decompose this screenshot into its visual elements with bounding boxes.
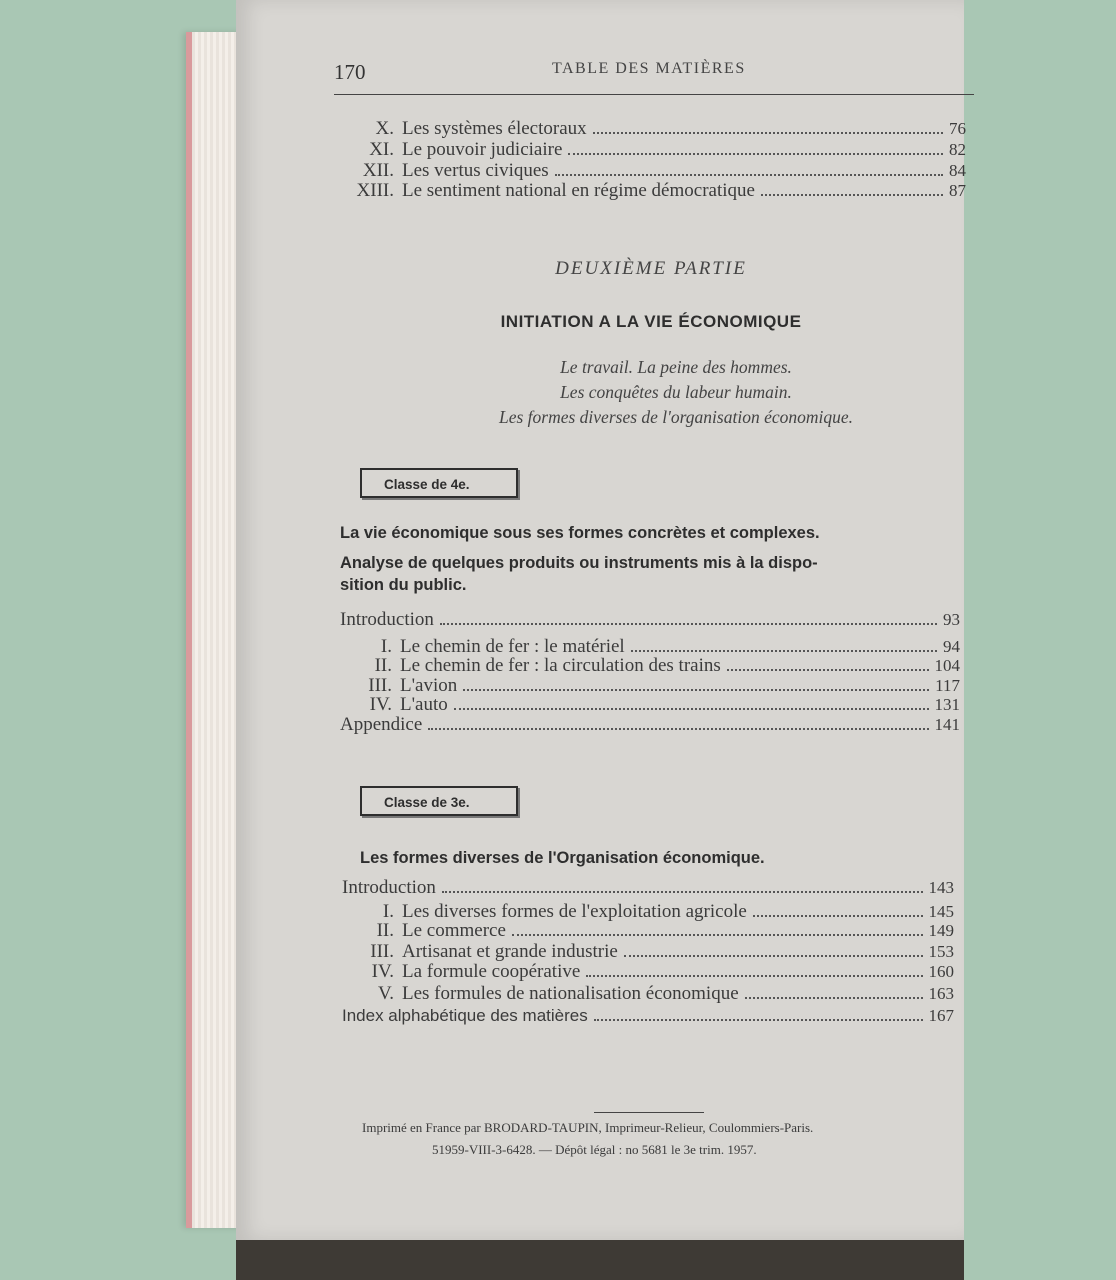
toc-entry-page: 131: [934, 695, 960, 714]
leader-dots: [631, 637, 937, 652]
leader-dots: [624, 942, 923, 957]
toc-entry-page: 82: [949, 140, 966, 159]
leader-dots: [593, 119, 943, 134]
part-title: INITIATION A LA VIE ÉCONOMIQUE: [500, 312, 802, 331]
toc-entry-number: V.: [377, 983, 394, 1004]
toc-entry: [340, 694, 960, 716]
toc-entry-title: La formule coopérative: [402, 961, 581, 982]
toc-entry-number: IV.: [369, 694, 392, 715]
toc-entry-title: Le chemin de fer : le matériel: [400, 636, 625, 657]
leader-dots: [555, 161, 943, 176]
toc-entry-number: XI.: [369, 139, 394, 160]
toc-entry: [334, 180, 966, 202]
toc-entry-number: III.: [368, 675, 392, 696]
toc-entry: [342, 920, 954, 942]
toc-entry-title: Les formules de nationalisation économique: [402, 983, 739, 1004]
toc-entry: [342, 983, 954, 1005]
toc-entry-page: 141: [934, 715, 960, 734]
legal-deposit: 51959-VIII-3-6428. — Dépôt légal : no 5681 le 3e trim. 1957.: [432, 1142, 757, 1157]
toc-entry-title: Index alphabétique des matières: [342, 1006, 588, 1026]
toc-entry-number: X.: [375, 118, 394, 139]
toc-entry: [342, 941, 954, 963]
toc-entry-title: Les diverses formes de l'exploitation agricole: [402, 901, 747, 922]
toc-entry-index: [342, 1006, 954, 1026]
leader-dots: [463, 676, 929, 691]
toc-entry-page: 94: [943, 637, 960, 656]
section-heading: Analyse de quelques produits ou instruments mis à la dispo-: [340, 554, 818, 572]
toc-entry-title: Les systèmes électoraux: [402, 118, 587, 139]
toc-entry-page: 143: [928, 878, 954, 897]
toc-entry-number: II.: [374, 655, 392, 676]
toc-entry: [340, 655, 960, 677]
toc-entry: [334, 139, 966, 161]
footer-rule: [594, 1112, 704, 1113]
toc-entry-page: 104: [934, 656, 960, 675]
page-shadow: [236, 1240, 964, 1280]
book-page: [236, 0, 964, 1240]
part-subtitle: Les formes diverses de l'organisation économique.: [498, 407, 854, 427]
toc-entry-number: IV.: [371, 961, 394, 982]
section-heading: La vie économique sous ses formes concrètes et complexes.: [340, 524, 820, 542]
printer-imprint: Imprimé en France par BRODARD-TAUPIN, Imprimeur-Relieur, Coulommiers-Paris.: [362, 1120, 814, 1135]
toc-entry-number: XIII.: [356, 180, 394, 201]
toc-entry-title: Introduction: [340, 609, 434, 630]
leader-dots: [727, 656, 929, 671]
toc-entry-number: II.: [376, 920, 394, 941]
toc-entry-page: 167: [928, 1006, 954, 1026]
toc-entry: [340, 714, 960, 736]
toc-entry-title: L'avion: [400, 675, 458, 696]
page-header: [334, 58, 974, 95]
toc-entry: [342, 961, 954, 983]
leader-dots: [568, 140, 943, 155]
toc-entry-title: L'auto: [400, 694, 448, 715]
toc-entry-title: Artisanat et grande industrie: [402, 941, 618, 962]
toc-entry-number: III.: [370, 941, 394, 962]
leader-dots: [586, 962, 922, 977]
leader-dots: [428, 715, 928, 730]
toc-entry-number: I.: [380, 636, 392, 657]
toc-entry-title: Le pouvoir judiciaire: [402, 139, 563, 160]
leader-dots: [745, 984, 923, 999]
classe-3-label: Classe de 3e.: [360, 786, 518, 816]
toc-entry: [342, 877, 954, 899]
toc-entry-page: 153: [928, 942, 954, 961]
leader-dots: [512, 921, 923, 936]
running-title: TABLE DES MATIÈRES: [552, 60, 746, 77]
toc-entry: [334, 118, 966, 140]
toc-entry-page: 149: [928, 921, 954, 940]
toc-entry-title: Appendice: [340, 714, 423, 735]
leader-dots: [753, 902, 923, 917]
toc-entry-title: Les vertus civiques: [402, 160, 549, 181]
toc-entry-title: Le chemin de fer : la circulation des trains: [400, 655, 721, 676]
toc-entry-page: 160: [928, 962, 954, 981]
toc-entry-page: 117: [935, 676, 960, 695]
toc-entry-page: 163: [928, 984, 954, 1003]
toc-entry-number: I.: [382, 901, 394, 922]
leader-dots: [761, 181, 943, 196]
toc-entry-page: 145: [928, 902, 954, 921]
toc-entry-page: 76: [949, 119, 966, 138]
toc-entry-number: XII.: [362, 160, 394, 181]
leader-dots: [442, 878, 923, 893]
toc-entry: [334, 160, 966, 182]
part-label: DEUXIÈME PARTIE: [555, 258, 747, 279]
toc-entry-title: Introduction: [342, 877, 436, 898]
section-heading: sition du public.: [340, 576, 467, 594]
toc-entry-page: 84: [949, 161, 966, 180]
toc-entry-title: Le commerce: [402, 920, 506, 941]
part-subtitle: Le travail. La peine des hommes.: [560, 357, 792, 377]
section-heading: Les formes diverses de l'Organisation économique.: [360, 849, 765, 867]
page-number: 170: [334, 60, 366, 84]
leader-dots: [454, 695, 929, 710]
toc-entry-page: 87: [949, 181, 966, 200]
toc-entry-page: 93: [943, 610, 960, 629]
leader-dots: [440, 610, 937, 625]
classe-4-label: Classe de 4e.: [360, 468, 518, 498]
toc-entry-title: Le sentiment national en régime démocratique: [402, 180, 755, 201]
part-subtitle: Les conquêtes du labeur humain.: [560, 382, 792, 402]
toc-entry: [340, 609, 960, 631]
leader-dots: [594, 1006, 923, 1021]
